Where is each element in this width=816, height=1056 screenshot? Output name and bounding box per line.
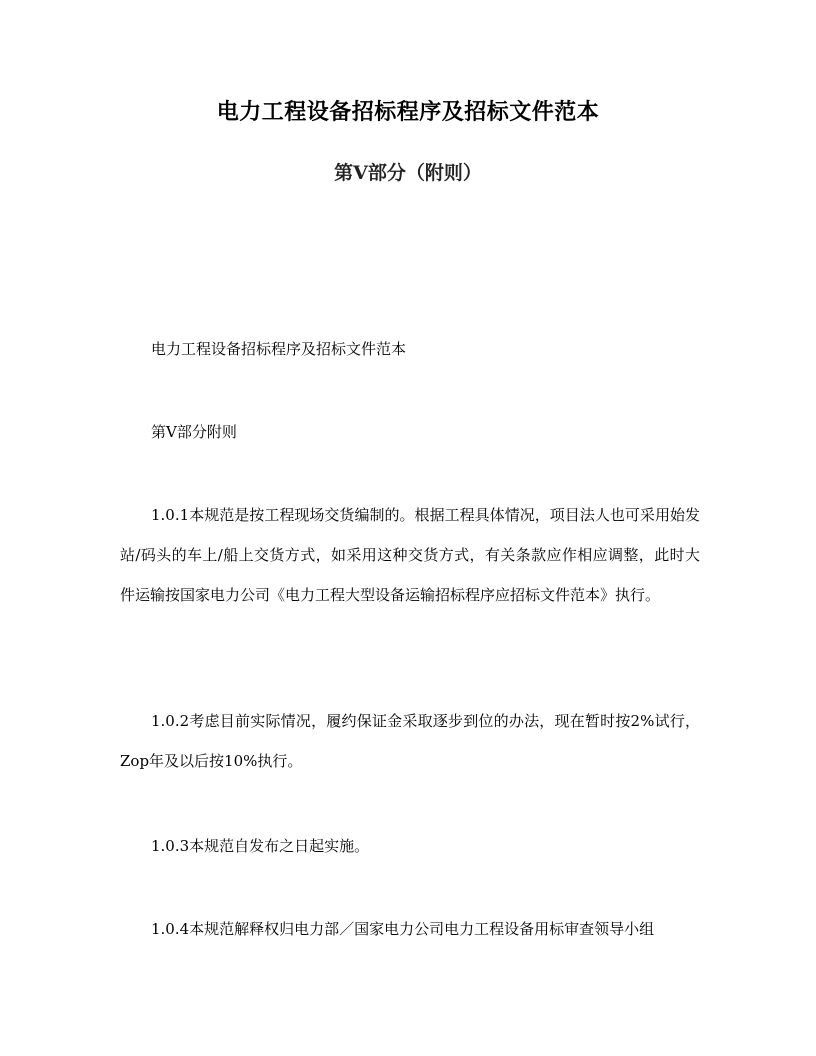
document-subtitle: 第Ⅴ部分（附则） <box>334 162 482 184</box>
paragraph-clause-1-0-1: 1.0.1本规范是按工程现场交货编制的。根据工程具体情况，项目法人也可采用始发站/码头的车上/船上交货方式，如采用这种交货方式，有关条款应作相应调整，此时大件运输按国家电力公司《电力工程大型设备运输招标程序应招标文件范本》执行。 <box>120 506 700 604</box>
paragraph-clause-1-0-2: 1.0.2考虑目前实际情况，履约保证金采取逐步到位的办法，现在暂时按2%试行，Zop年及以后按10%执行。 <box>120 712 700 770</box>
paragraph-heading-title: 电力工程设备招标程序及招标文件范本 <box>151 340 407 358</box>
paragraph-heading-part: 第Ⅴ部分附则 <box>151 423 237 441</box>
paragraph-clause-1-0-4: 1.0.4本规范解释权归电力部／国家电力公司电力工程设备用标审查领导小组 <box>151 920 655 938</box>
document-title: 电力工程设备招标程序及招标文件范本 <box>216 99 600 125</box>
paragraph-clause-1-0-3: 1.0.3本规范自发布之日起实施。 <box>151 837 370 855</box>
